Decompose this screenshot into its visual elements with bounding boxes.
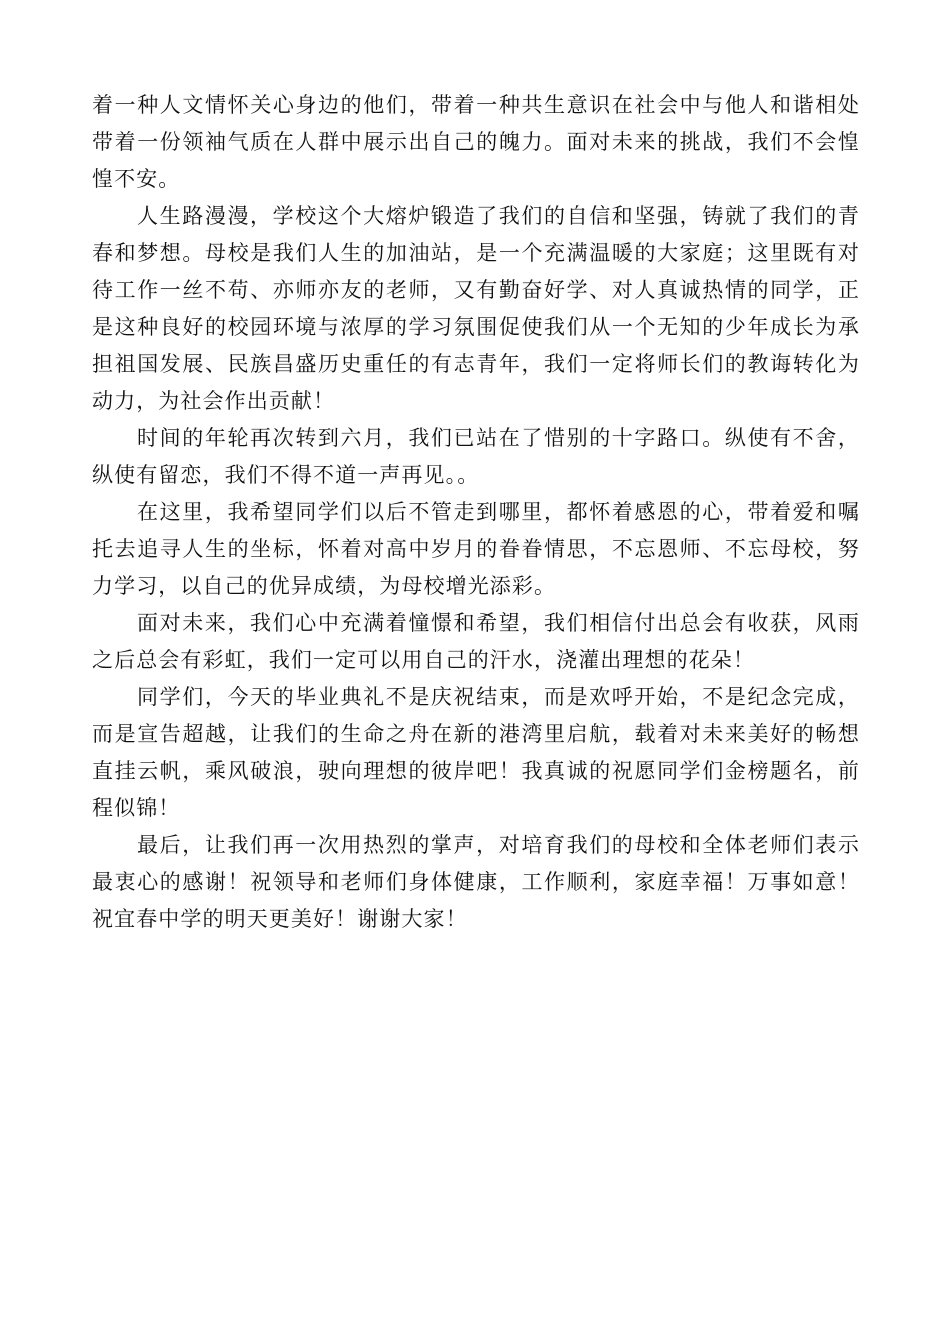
text-line: 而是宣告超越，让我们的生命之舟在新的港湾里启航，载着对未来美好的畅想 <box>92 722 860 746</box>
document-page <box>92 87 860 938</box>
text-line: 最后，让我们再一次用热烈的掌声，对培育我们的母校和全体老师们表示 <box>137 833 860 857</box>
text-line: 人生路漫漫，学校这个大熔炉锻造了我们的自信和坚强，铸就了我们的青 <box>137 204 860 228</box>
paragraph-5 <box>92 605 860 679</box>
text-line: 惶不安。 <box>92 167 181 191</box>
text-line: 着一种人文情怀关心身边的他们，带着一种共生意识在社会中与他人和谐相处 <box>92 93 860 117</box>
text-line: 动力，为社会作出贡献！ <box>92 389 336 413</box>
text-line: 纵使有留恋，我们不得不道一声再见。。 <box>92 463 480 487</box>
text-line: 之后总会有彩虹，我们一定可以用自己的汗水，浇灌出理想的花朵！ <box>92 648 755 672</box>
text-line: 春和梦想。母校是我们人生的加油站，是一个充满温暖的大家庭；这里既有对 <box>92 241 860 265</box>
text-line: 程似锦！ <box>92 796 181 820</box>
text-line: 面对未来，我们心中充满着憧憬和希望，我们相信付出总会有收获，风雨 <box>137 611 860 635</box>
paragraph-4 <box>92 494 860 605</box>
text-line: 祝宜春中学的明天更美好！谢谢大家！ <box>92 907 468 931</box>
text-line: 直挂云帆，乘风破浪，驶向理想的彼岸吧！我真诚的祝愿同学们金榜题名，前 <box>92 759 860 783</box>
paragraph-2 <box>92 198 860 420</box>
paragraph-6 <box>92 679 860 827</box>
paragraph-3 <box>92 420 860 494</box>
paragraph-7 <box>92 827 860 938</box>
text-line: 力学习，以自己的优异成绩，为母校增光添彩。 <box>92 574 557 598</box>
text-line: 在这里，我希望同学们以后不管走到哪里，都怀着感恩的心，带着爱和嘱 <box>137 500 860 524</box>
text-line: 托去追寻人生的坐标，怀着对高中岁月的眷眷情思，不忘恩师、不忘母校，努 <box>92 537 860 561</box>
text-line: 是这种良好的校园环境与浓厚的学习氛围促使我们从一个无知的少年成长为承 <box>92 315 860 339</box>
paragraph-1 <box>92 87 860 198</box>
text-line: 带着一份领袖气质在人群中展示出自己的魄力。面对未来的挑战，我们不会惶 <box>92 130 860 154</box>
text-line: 同学们，今天的毕业典礼不是庆祝结束，而是欢呼开始，不是纪念完成， <box>137 685 860 709</box>
text-line: 待工作一丝不苟、亦师亦友的老师，又有勤奋好学、对人真诚热情的同学，正 <box>92 278 860 302</box>
text-line: 担祖国发展、民族昌盛历史重任的有志青年，我们一定将师长们的教诲转化为 <box>92 352 860 376</box>
text-line: 最衷心的感谢！祝领导和老师们身体健康，工作顺利，家庭幸福！万事如意！ <box>92 870 860 894</box>
text-line: 时间的年轮再次转到六月，我们已站在了惜别的十字路口。纵使有不舍， <box>137 426 860 450</box>
